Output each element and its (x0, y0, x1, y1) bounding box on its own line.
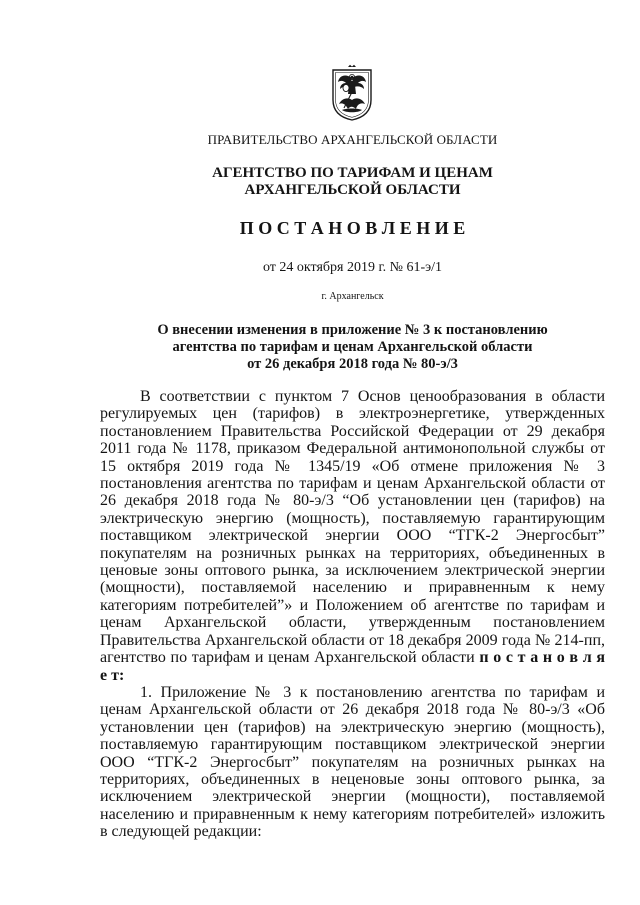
agency-name-line-1: АГЕНТСТВО ПО ТАРИФАМ И ЦЕНАМ (212, 165, 493, 181)
agency-name (100, 165, 605, 199)
document-title-line-2: агентства по тарифам и ценам Архангельской области (172, 339, 533, 355)
document-title (100, 322, 605, 373)
document-body (100, 388, 605, 841)
government-name: ПРАВИТЕЛЬСТВО АРХАНГЕЛЬСКОЙ ОБЛАСТИ (207, 132, 498, 147)
document-title-line-3: от 26 декабря 2018 года № 80-э/3 (247, 356, 458, 372)
body-paragraph-1-text: В соответствии с пунктом 7 Основ ценообразования в области регулируемых цен (тарифов) в электроэнергетике, утвержденных постановлением Правительства Российской Федерации от 29 декабря 2011 года № 1178, приказом Федеральной антимонопольной службы от 15 октября 2019 года № 1345/19 «Об отмене приложения № 3 постановления агентства по тарифам и ценам Архангельской области от 26 декабря 2018 года № 80-э/3 “Об установлении цен (тарифов) на электрическую энергию (мощность), поставляемую гарантирующим поставщиком электрической энергии ООО “ТГК-2 Энергосбыт” покупателям на розничных рынках на территориях, объединенных в ценовые зоны оптового рынка, за исключением электрической энергии (мощности), поставляемой населению и приравненным к нему категориям потребителей”» и Положением об агентстве по тарифам и ценам Архангельской области, утвержденным постановлением Правительства Архангельской области от 18 декабря 2009 года № 214-пп, агентство по тарифам и ценам Архангельской области (100, 388, 605, 667)
document-type-heading: П О С Т А Н О В Л Е Н И Е (239, 218, 466, 238)
body-paragraph-1 (100, 388, 605, 684)
document-city: г. Архангельск (321, 291, 384, 302)
document-title-line-1: О внесении изменения в приложение № 3 к постановлению (157, 322, 548, 338)
agency-name-line-2: АРХАНГЕЛЬСКОЙ ОБЛАСТИ (244, 182, 461, 198)
resolution-verb: п о с т а н о в л я е т: (100, 649, 606, 684)
body-paragraph-2: 1. Приложение № 3 к постановлению агентства по тарифам и ценам Архангельской области от 26 декабря 2018 года № 80-э/3 «Об установлении цен (тарифов) на электрическую энергию (мощность), поставляемую гарантирующим поставщиком электрической энергии ООО “ТГК-2 Энергосбыт” покупателям на розничных рынках на территориях, объединенных в неценовые зоны оптового рынка, за исключением электрической энергии (мощности), поставляемой населению и приравненным к нему категориям потребителей» изложить в следующей редакции: (100, 683, 605, 841)
coat-of-arms-icon (330, 64, 374, 122)
document-date-number: от 24 октября 2019 г. № 61-э/1 (262, 260, 443, 275)
